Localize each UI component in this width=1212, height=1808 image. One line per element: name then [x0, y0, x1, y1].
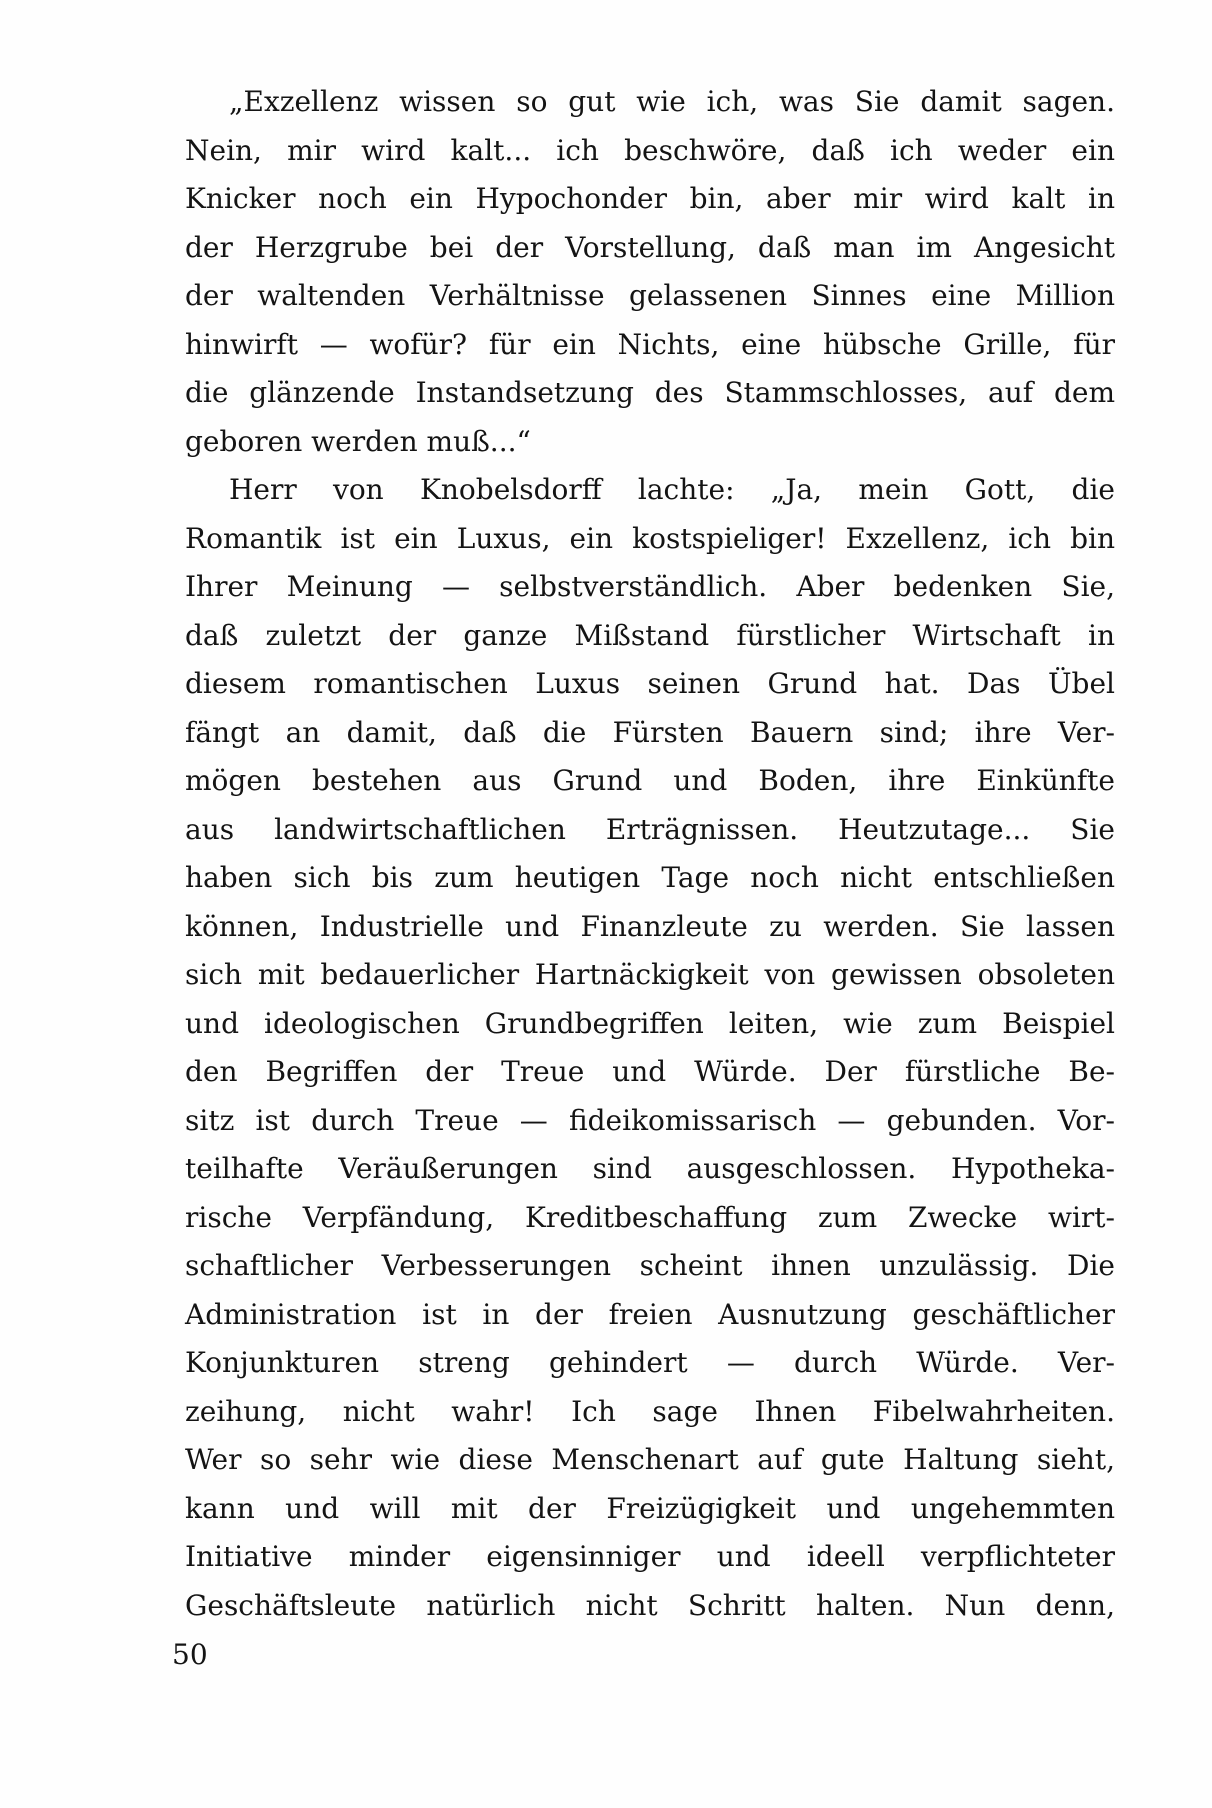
text-line: Initiative minder eigensinniger und ideell verpflichteter	[185, 1540, 1115, 1573]
text-line: sich mit bedauerlicher Hartnäckigkeit von gewissen obsoleten	[185, 958, 1115, 991]
text-line: können, Industrielle und Finanzleute zu werden. Sie lassen	[185, 909, 1115, 943]
text-line: den Begriffen der Treue und Würde. Der fürstliche Be-	[185, 1055, 1115, 1088]
text-line-paragraph-end: geboren werden muß...“	[185, 424, 531, 458]
text-line: rische Verpfändung, Kreditbeschaffung zum Zwecke wirt-	[185, 1200, 1115, 1234]
page-number: 50	[172, 1638, 208, 1671]
text-line: fängt an damit, daß die Fürsten Bauern sind; ihre Ver-	[185, 715, 1115, 749]
text-line: aus landwirtschaftlichen Erträgnissen. Heutzutage... Sie	[185, 812, 1115, 846]
body-text	[185, 78, 1115, 1630]
text-line: Nein, mir wird kalt... ich beschwöre, daß ich weder ein	[185, 133, 1115, 167]
text-line: der waltenden Verhältnisse gelassenen Sinnes eine Million	[185, 279, 1115, 312]
text-line: diesem romantischen Luxus seinen Grund hat. Das Übel	[185, 667, 1115, 700]
text-line: Geschäftsleute natürlich nicht Schritt halten. Nun denn,	[185, 1588, 1115, 1622]
text-line: Konjunkturen streng gehindert — durch Würde. Ver-	[185, 1346, 1115, 1379]
text-line: der Herzgrube bei der Vorstellung, daß man im Angesicht	[185, 230, 1115, 264]
text-line: haben sich bis zum heutigen Tage noch nicht entschließen	[185, 861, 1115, 894]
text-line: teilhafte Veräußerungen sind ausgeschlossen. Hypotheka-	[185, 1152, 1115, 1185]
text-line: hinwirft — wofür? für ein Nichts, eine hübsche Grille, für	[185, 327, 1115, 361]
text-line-paragraph-start: Herr von Knobelsdorff lachte: „Ja, mein Gott, die	[229, 473, 1115, 506]
text-line: mögen bestehen aus Grund und Boden, ihre Einkünfte	[185, 764, 1115, 797]
text-line: Ihrer Meinung — selbstverständlich. Aber bedenken Sie,	[185, 570, 1115, 603]
text-line: Knicker noch ein Hypochonder bin, aber mir wird kalt in	[185, 182, 1115, 215]
text-line: schaftlicher Verbesserungen scheint ihnen unzulässig. Die	[185, 1249, 1115, 1282]
text-line: Administration ist in der freien Ausnutzung geschäftlicher	[185, 1297, 1115, 1331]
text-line: Romantik ist ein Luxus, ein kostspieliger! Exzellenz, ich bin	[185, 521, 1115, 555]
text-line: zeihung, nicht wahr! Ich sage Ihnen Fibelwahrheiten.	[185, 1394, 1115, 1428]
text-line: kann und will mit der Freizügigkeit und ungehemmten	[185, 1491, 1115, 1525]
text-line-paragraph-start: „Exzellenz wissen so gut wie ich, was Sie damit sagen.	[229, 85, 1115, 118]
text-line: die glänzende Instandsetzung des Stammschlosses, auf dem	[185, 376, 1115, 409]
text-line: und ideologischen Grundbegriffen leiten, wie zum Beispiel	[185, 1006, 1115, 1040]
text-line: Wer so sehr wie diese Menschenart auf gute Haltung sieht,	[185, 1443, 1115, 1476]
text-line: sitz ist durch Treue — fideikomissarisch — gebunden. Vor-	[185, 1103, 1115, 1137]
text-line: daß zuletzt der ganze Mißstand fürstlicher Wirtschaft in	[185, 618, 1115, 652]
